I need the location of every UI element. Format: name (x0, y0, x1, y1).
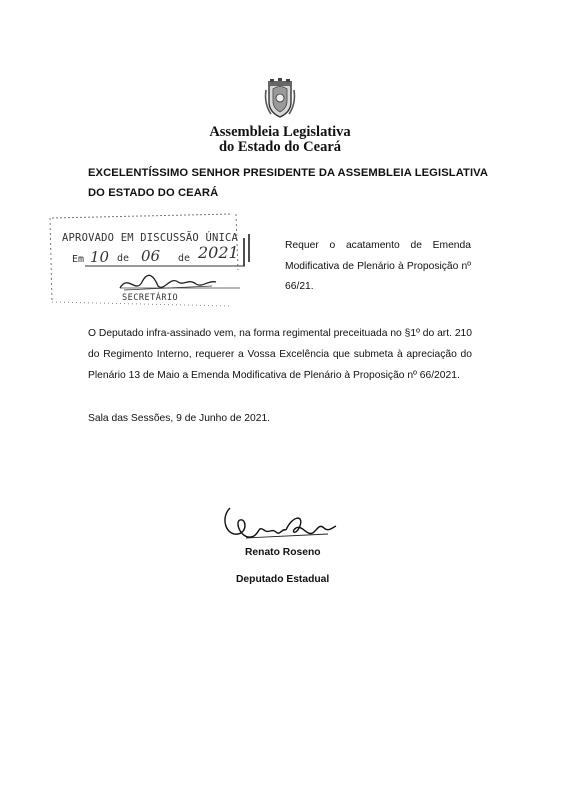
signer-name: Renato Roseno (245, 547, 321, 558)
stamp-de-label-1: de (117, 253, 130, 264)
stamp-year-handwritten: 2021 (198, 243, 239, 262)
stamp-month-handwritten: 06 (141, 247, 161, 265)
stamp-de-label-2: de (178, 253, 191, 264)
body-paragraph: O Deputado infra-assinado vem, na forma regimental preceituada no §1º do art. 210 do Regimento Interno, requerer a Vossa Excelência que submeta à apreciação do Plenário 13 de Maio a Emenda Modificativa de Plenário à Proposição nº 66/2021. (88, 328, 472, 381)
signer-role: Deputado Estadual (236, 574, 330, 585)
stamp-approved-label: APROVADO EM DISCUSSÃO ÚNICA (62, 232, 239, 244)
org-name-line2: do Estado do Ceará (218, 139, 342, 155)
state-seal-icon (263, 76, 297, 120)
stamp-em-label: Em (72, 254, 85, 265)
date-line: Sala das Sessões, 9 de Junho de 2021. (88, 413, 271, 424)
stamp-day-handwritten: 10 (90, 248, 110, 266)
stamp-secretary-label: SECRETÁRIO (122, 293, 179, 303)
org-name-line1: Assembleia Legislativa (209, 124, 351, 140)
addressee-heading: EXCELENTÍSSIMO SENHOR PRESIDENTE DA ASSEMBLEIA LEGISLATIVA DO ESTADO DO CEARÁ (88, 167, 488, 199)
handwritten-signature-icon (216, 498, 340, 548)
secretary-signature-icon (118, 272, 218, 294)
request-summary: Requer o acatamento de Emenda Modificativa de Plenário à Proposição nº 66/21. (285, 240, 471, 292)
